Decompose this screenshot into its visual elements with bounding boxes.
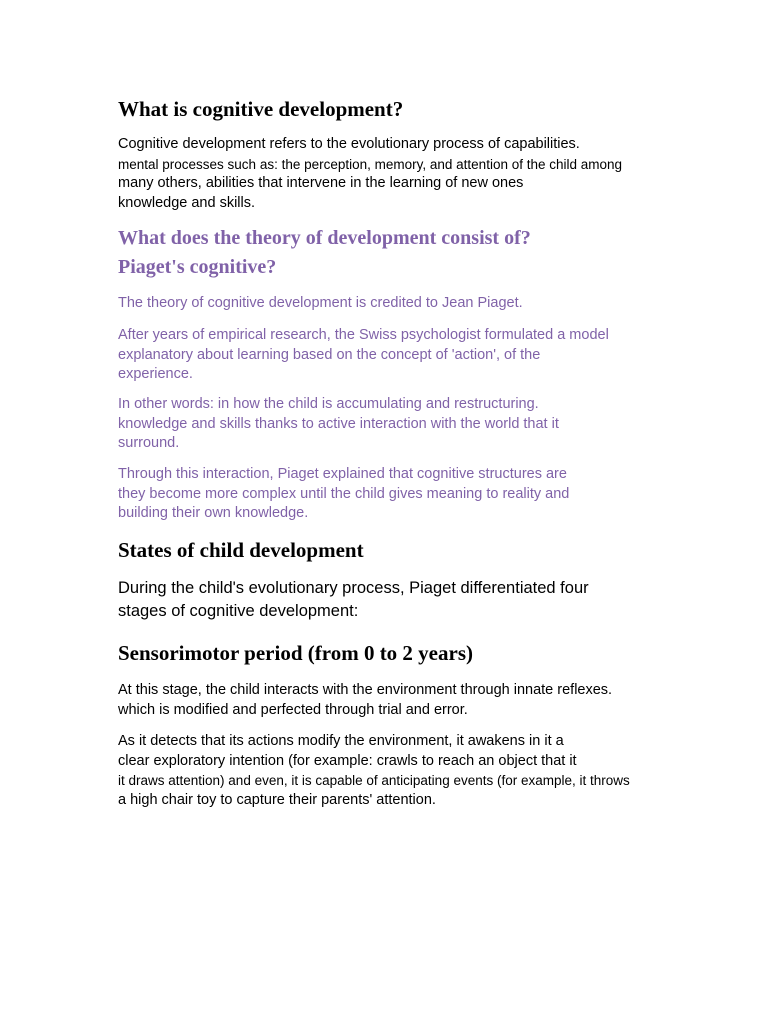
text-line: knowledge and skills thanks to active interaction with the world that it <box>118 415 559 432</box>
text-line: experience. <box>118 366 193 382</box>
text-line: Through this interaction, Piaget explained that cognitive structures are <box>118 466 567 482</box>
text-line: During the child's evolutionary process, Piaget differentiated four <box>118 579 589 597</box>
paragraph-innate-reflexes <box>118 681 612 720</box>
heading-theory-of-development <box>118 224 531 282</box>
paragraph-through-this-interaction <box>118 465 569 524</box>
text-line: a high chair toy to capture their parents' attention. <box>118 791 436 808</box>
heading-what-is-cognitive-development: What is cognitive development? <box>118 97 404 121</box>
text-line: many others, abilities that intervene in the learning of new ones <box>118 175 524 191</box>
text-line: building their own knowledge. <box>118 505 309 521</box>
paragraph-in-other-words <box>118 395 559 454</box>
heading-line: Piaget's cognitive? <box>118 256 277 278</box>
text-line: stages of cognitive development: <box>118 601 359 620</box>
text-line: clear exploratory intention (for example: crawls to reach an object that it <box>118 752 577 769</box>
text-line: which is modified and perfected through trial and error. <box>118 701 468 718</box>
text-line: As it detects that its actions modify the environment, it awakens in it a <box>118 733 564 749</box>
text-line: The theory of cognitive development is credited to Jean Piaget. <box>118 295 523 311</box>
text-line: knowledge and skills. <box>118 194 256 211</box>
paragraph-definition <box>118 135 622 213</box>
paragraph-four-stages <box>118 577 589 622</box>
text-line: they become more complex until the child gives meaning to reality and <box>118 485 570 502</box>
text-line: it draws attention) and even, it is capable of anticipating events (for example, it throws <box>118 773 630 788</box>
text-line: explanatory about learning based on the concept of 'action', of the <box>118 346 541 363</box>
text-line: In other words: in how the child is accumulating and restructuring. <box>118 396 539 412</box>
paragraph-exploratory-intention <box>118 732 630 810</box>
text-line: surround. <box>118 435 180 451</box>
heading-sensorimotor-period: Sensorimotor period (from 0 to 2 years) <box>118 641 473 665</box>
text-line: After years of empirical research, the Swiss psychologist formulated a model <box>118 327 609 343</box>
text-line: At this stage, the child interacts with the environment through innate reflexes. <box>118 682 613 698</box>
heading-states-of-child-development: States of child development <box>118 538 364 562</box>
paragraph-credited-to-piaget <box>118 294 523 314</box>
text-line: mental processes such as: the perception, memory, and attention of the child among <box>118 156 623 172</box>
text-line: Cognitive development refers to the evolutionary process of capabilities. <box>118 136 580 152</box>
paragraph-empirical-research <box>118 326 609 385</box>
heading-line: What does the theory of development consist of? <box>118 227 531 249</box>
